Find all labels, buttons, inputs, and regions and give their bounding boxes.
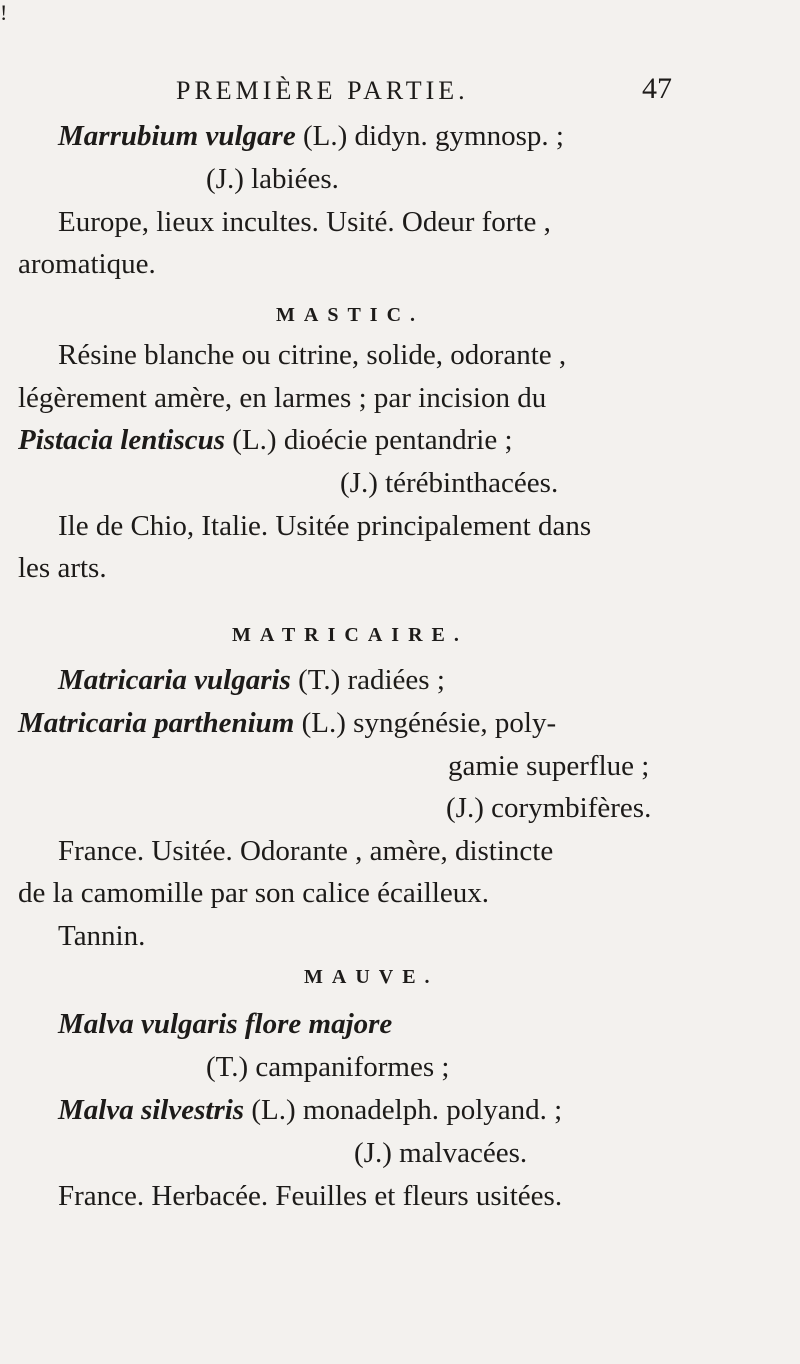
matricaire-line-7: Tannin. xyxy=(58,920,146,952)
species-name: Malva silvestris xyxy=(58,1094,245,1126)
species-name: Malva vulgaris flore majore xyxy=(58,1008,393,1040)
mauve-line-4: (J.) malvacées. xyxy=(354,1137,528,1169)
matricaire-line-6: de la camomille par son calice écailleux. xyxy=(18,877,490,909)
matricaire-line-3: gamie superflue ; xyxy=(448,750,650,782)
mastic-line-2: légèrement amère, en larmes ; par incision du xyxy=(18,382,547,414)
species-name: Matricaria parthenium xyxy=(18,707,295,739)
classification: (T.) radiées ; xyxy=(298,664,445,696)
classification: (L.) syngénésie, poly- xyxy=(301,707,557,739)
mastic-line-4: (J.) térébinthacées. xyxy=(340,467,559,499)
species-name: Pistacia lentiscus xyxy=(18,424,226,456)
matricaire-line-4: (J.) corymbifères. xyxy=(446,792,652,824)
matricaire-line-2 xyxy=(18,706,556,740)
mastic-line-6: les arts. xyxy=(18,552,107,584)
marrubium-line-2: (J.) labiées. xyxy=(206,163,339,195)
matricaire-line-1 xyxy=(58,663,445,697)
running-head: PREMIÈRE PARTIE. xyxy=(176,76,469,105)
marrubium-line-1 xyxy=(58,119,564,153)
mastic-line-1: Résine blanche ou citrine, solide, odorante , xyxy=(58,339,567,371)
marrubium-line-4: aromatique. xyxy=(18,248,156,280)
section-title-mastic: MASTIC. xyxy=(276,304,425,326)
classification: (L.) monadelph. polyand. ; xyxy=(251,1094,563,1126)
marrubium-line-3: Europe, lieux incultes. Usité. Odeur forte , xyxy=(58,206,551,238)
classification: (L.) didyn. gymnosp. ; xyxy=(302,120,564,152)
page-number: 47 xyxy=(642,72,672,105)
mastic-line-3 xyxy=(18,423,513,457)
species-name: Marrubium vulgare xyxy=(58,120,296,152)
mauve-line-5: France. Herbacée. Feuilles et fleurs usitées. xyxy=(58,1180,563,1212)
mauve-line-1 xyxy=(58,1007,392,1041)
edge-mark: ! xyxy=(0,0,8,25)
mauve-line-3 xyxy=(58,1093,562,1127)
section-title-mauve: MAUVE. xyxy=(304,966,439,988)
classification: (L.) dioécie pentandrie ; xyxy=(232,424,513,456)
mauve-line-2: (T.) campaniformes ; xyxy=(206,1051,450,1083)
mastic-line-5: Ile de Chio, Italie. Usitée principalement dans xyxy=(58,510,592,542)
matricaire-line-5: France. Usitée. Odorante , amère, distincte xyxy=(58,835,554,867)
species-name: Matricaria vulgaris xyxy=(58,664,291,696)
section-title-matricaire: MATRICAIRE. xyxy=(232,624,468,646)
